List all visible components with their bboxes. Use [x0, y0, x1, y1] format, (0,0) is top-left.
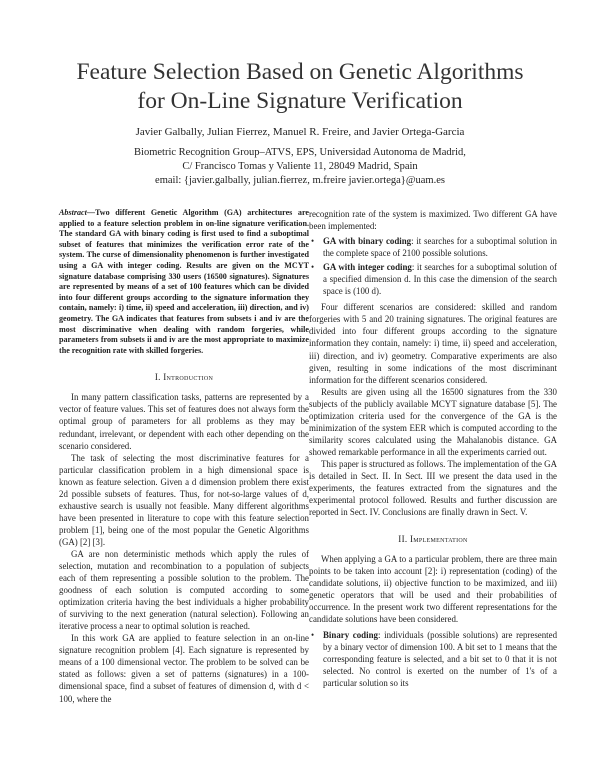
- abstract-text: —Two different Genetic Algorithm (GA) architectures are applied to a feature selection problem in on-line signature verification. The standard GA with binary coding is first used to find a suboptimal subset of features that minimizes the verification error rate of the system. The curse of dimensionality phenomenon is further investigated using a GA with integer coding. Results are given on the MCYT signature database comprising 330 users (16500 signatures). Signatures are represented by means of a set of 100 features which can be divided into four different groups according to the signature information they contain, namely: i) time, ii) speed and acceleration, iii) direction, and iv) geometry. The GA indicates that features from subsets i and iv are the most discriminative when dealing with random forgeries, while parameters from subsets ii and iv are the most appropriate to maximize the recognition rate with skilled forgeries.: [59, 208, 309, 355]
- list-item-title: GA with binary coding: [323, 236, 412, 247]
- ga-variant-list: [309, 235, 557, 297]
- authors: Javier Galbally, Julian Fierrez, Manuel R. Freire, and Javier Ortega-Garcia: [135, 126, 465, 138]
- right-column: [309, 208, 557, 693]
- abstract-lead: Abstract: [59, 208, 87, 217]
- list-item-text: : individuals (possible solutions) are represented by a binary vector of dimension 100. A bit set to 1 means that the corresponding feature is selected, and a bit set to 0 that it is not selected. No control is exerted on the number of 1's of a particular solution so its: [323, 629, 558, 688]
- list-item: [321, 629, 557, 689]
- list-item-title: GA with integer coding: [323, 262, 412, 273]
- list-item-title: Binary coding: [323, 629, 378, 640]
- intro-paragraph-3: GA are non deterministic methods which apply the rules of selection, mutation and recombination to a population of subjects each of them representing a possible solution to the problem. The goodness of each solution is computed according to some optimization criteria having the best individuals a higher probability of surviving to the next generation (natural selection). Following an iterative process a near to optimal solution is reached.: [59, 548, 309, 632]
- title-line-2: for On-Line Signature Verification: [137, 88, 463, 114]
- abstract: [59, 208, 309, 356]
- list-item: [321, 235, 557, 259]
- list-item-text: : it searches for a suboptimal solution in the complete space of 2100 possible solutions.: [323, 236, 557, 259]
- affiliation-line-1: Biometric Recognition Group–ATVS, EPS, Universidad Autonoma de Madrid,: [134, 147, 466, 158]
- list-item: [321, 261, 557, 297]
- list-item-text: : it searches for a suboptimal solution of a specified dimension d. In this case the dimension of the search space is (100 d).: [323, 262, 557, 297]
- section-heading-introduction: I. Introduction: [154, 372, 214, 383]
- intro-paragraph-7: This paper is structured as follows. The implementation of the GA is detailed in Sect. II. In Sect. III we present the data used in the experiments, the features extracted from the signatures and the experimental protocol followed. Results and further discussion are reported in Sect. IV. Conclusions are finally drawn in Sect. V.: [309, 458, 557, 518]
- section-heading-implementation: II. Implementation: [398, 534, 468, 545]
- intro-paragraph-1: In many pattern classification tasks, patterns are represented by a vector of feature values. This set of features does not always form the optimal group of parameters for all problems as they may be redundant, irrelevant, or dependent with each other depending on the scenario considered.: [59, 392, 309, 451]
- paper-title: [0, 58, 600, 116]
- intro-paragraph-6: Results are given using all the 16500 signatures from the 330 subjects of the publicly available MCYT signature database [5]. The optimization criteria used for the convergence of the GA is the minimization of the system EER which is computed according to the similarity scores calculated using the Mahalanobis distance. GA showed remarkable performance in all the experiments carried out.: [309, 386, 557, 457]
- coding-list: [309, 629, 557, 689]
- intro-paragraph-5: Four different scenarios are considered: skilled and random forgeries with 5 and 20 training signatures. The original features are divided into four different groups according to the signature information they contain, namely: i) time, ii) speed and acceleration, iii) direction, and iv) geometry. Comparative experiments are also given, resulting in some indications of the most discriminant information for the different scenarios considered.: [309, 302, 557, 385]
- affiliation: [0, 146, 600, 188]
- left-column: [59, 208, 309, 705]
- affiliation-email: email: {javier.galbally, julian.fierrez, m.freire javier.ortega}@uam.es: [155, 175, 445, 186]
- intro-continuation: recognition rate of the system is maximized. Two different GA have been implemented:: [309, 209, 557, 232]
- implementation-paragraph-1: When applying a GA to a particular problem, there are three main points to be taken into account [2]: i) representation (coding) of the candidate solutions, ii) objective function to be maximized, and iii) genetic operators that will be used and their probabilities of occurrence. In the present work two different representations for the candidate solutions have been considered.: [309, 554, 557, 625]
- intro-paragraph-2: The task of selecting the most discriminative features for a particular classification problem in a high dimensional space is known as feature selection. Given a d dimension problem there exist 2d possible subsets of features. Thus, for not-so-large values of d, exhaustive search is usually not feasible. Many different algorithms have been presented in literature to cope with this feature selection problem [1], being one of the most popular the Genetic Algorithms (GA) [2] [3].: [59, 452, 309, 547]
- affiliation-line-2: C/ Francisco Tomas y Valiente 11, 28049 Madrid, Spain: [182, 161, 418, 172]
- intro-paragraph-4: In this work GA are applied to feature selection in an on-line signature recognition problem [4]. Each signature is represented by means of a 100 dimensional vector. The problem to be solved can be stated as follows: given a set of patterns (signatures) in a 100-dimensional space, find a subset of features of dimension d, with d < 100, where the: [59, 633, 309, 704]
- title-line-1: Feature Selection Based on Genetic Algorithms: [76, 59, 524, 85]
